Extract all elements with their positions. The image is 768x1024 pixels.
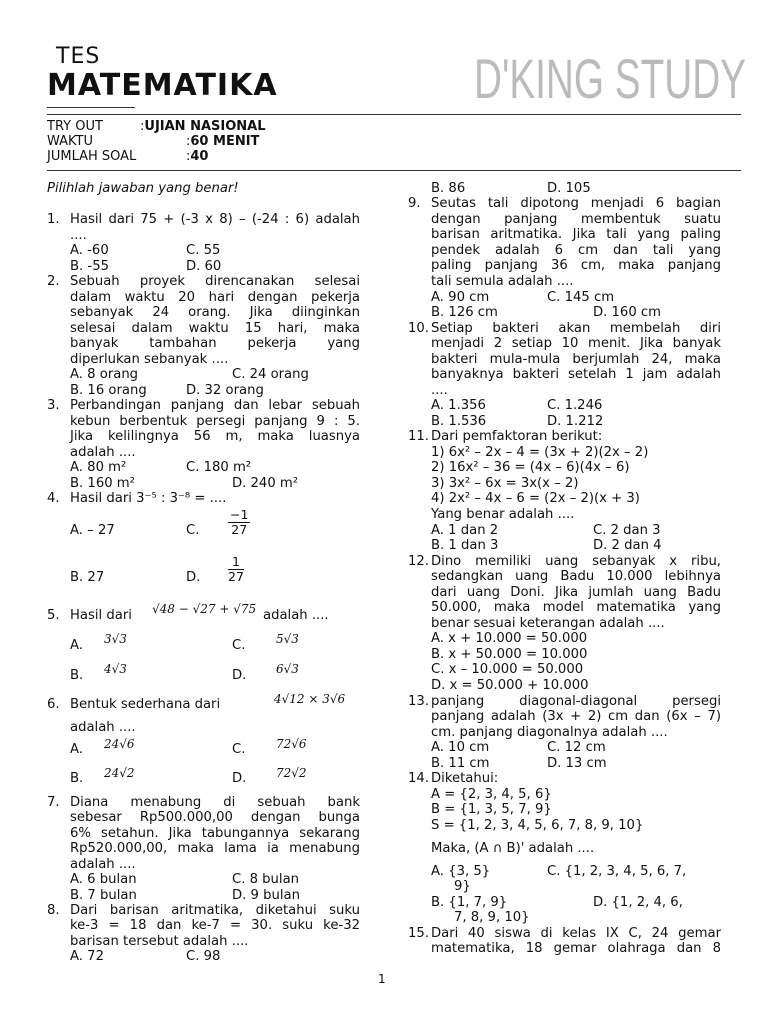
option-c: C. 24 orang <box>232 367 309 382</box>
question-number: 14. <box>408 771 429 786</box>
option-c: C. {1, 2, 3, 4, 5, 6, 7, <box>547 864 687 879</box>
option-a: A. <box>70 638 83 653</box>
question-text: 4) 2x² – 4x – 6 = (2x – 2)(x + 3) <box>431 491 640 506</box>
option-b: B. 7 bulan <box>70 888 137 903</box>
question-number: 2. <box>47 274 60 289</box>
question-text: menjadi 2 setiap 10 menit. Jika banyak <box>431 336 721 351</box>
option-d: D. 105 <box>547 181 591 196</box>
svg-text:D'KING STUDY: D'KING STUDY <box>474 47 746 110</box>
question-text: sedangkan uang Badu 10.000 lebihnya <box>431 569 721 584</box>
option-b: B. -55 <box>70 259 109 274</box>
math-expression: 24√2 <box>104 766 135 780</box>
option-b: B. 126 cm <box>431 305 498 320</box>
question-number: 13. <box>408 694 429 709</box>
option-a: A. x + 10.000 = 50.000 <box>431 631 588 646</box>
option-d: D. 2 dan 4 <box>593 538 662 553</box>
question-text: 1) 6x² – 2x – 4 = (3x + 2)(2x – 2) <box>431 445 649 460</box>
question-text: Setiap bakteri akan membelah diri <box>431 321 721 336</box>
option-a: A. 72 <box>70 949 104 964</box>
meta-sep: : <box>140 119 145 134</box>
question-number: 5. <box>47 608 60 623</box>
question-number: 12. <box>408 554 429 569</box>
option-d: D. 13 cm <box>547 756 607 771</box>
math-expression: 72√6 <box>276 737 307 751</box>
question-text: Dari pemfaktoran berikut: <box>431 429 603 444</box>
option-c: C. 8 bulan <box>232 872 300 887</box>
option-a: A. 10 cm <box>431 740 490 755</box>
question-text: matematika, 18 gemar olahraga dan 8 <box>431 941 721 956</box>
numerator: 1 <box>228 555 244 570</box>
option-a: A. <box>70 742 83 757</box>
question-text: panjang diagonal-diagonal persegi <box>431 694 721 709</box>
option-d: D. 240 m² <box>232 476 299 491</box>
question-text: bakteri mula-mula berjumlah 24, maka <box>431 352 721 367</box>
denominator: 27 <box>231 522 248 537</box>
option-d: D. x = 50.000 + 10.000 <box>431 678 589 693</box>
option-b: B. <box>70 668 84 683</box>
question-text: sebesar Rp500.000,00 dengan bunga <box>70 810 360 825</box>
question-text: Hasil dari 3⁻⁵ : 3⁻⁸ = .... <box>70 491 227 506</box>
question-number: 3. <box>47 398 60 413</box>
question-text: Dari barisan aritmatika, diketahui suku <box>70 903 360 918</box>
option-a: A. 1.356 <box>431 398 486 413</box>
option-c: C. 2 dan 3 <box>593 523 661 538</box>
question-number: 11. <box>408 429 429 444</box>
question-text: banyaknya bakteri setelah 1 jam adalah <box>431 367 721 382</box>
denominator: 27 <box>228 569 244 584</box>
option-a: A. 8 orang <box>70 367 139 382</box>
question-text: .... <box>70 228 87 243</box>
option-a: A. 80 m² <box>70 460 127 475</box>
math-expression: 4√3 <box>104 662 127 676</box>
math-expression: 4√12 × 3√6 <box>274 692 346 706</box>
question-text: Yang benar adalah .... <box>431 507 575 522</box>
numerator: −1 <box>230 507 249 522</box>
meta-label: TRY OUT <box>47 119 103 134</box>
option-b: B. 27 <box>70 570 105 585</box>
question-text: Bentuk sederhana dari <box>70 697 221 712</box>
option-d: D. 32 orang <box>186 383 264 398</box>
question-text: banyak tambahan pekerja yang <box>70 336 360 351</box>
question-text: kebun berbentuk persegi panjang 9 : 5. <box>70 414 360 429</box>
meta-sep: : <box>186 134 191 149</box>
question-text: dari uang Doni. Jika jumlah uang Badu <box>431 585 721 600</box>
option-d: D. {1, 2, 4, 6, <box>593 895 683 910</box>
meta-value: 60 MENIT <box>190 134 260 149</box>
option-c: C. <box>232 638 246 653</box>
option-c: C. 1.246 <box>547 398 603 413</box>
option-b: B. {1, 7, 9} <box>431 895 508 910</box>
question-number: 6. <box>47 697 60 712</box>
option-b: B. 1 dan 3 <box>431 538 499 553</box>
option-d: D. <box>232 668 247 683</box>
question-text: barisan aritmatika. Jika tali yang paling <box>431 227 721 242</box>
question-text: adalah .... <box>263 608 329 623</box>
question-text: ke-3 = 18 dan ke-7 = 30. suku ke-32 <box>70 918 360 933</box>
question-number: 8. <box>47 903 60 918</box>
option-b: B. 86 <box>431 181 466 196</box>
question-number: 9. <box>408 196 421 211</box>
question-text: barisan tersebut adalah .... <box>70 934 249 949</box>
question-text: paling panjang 36 cm, maka panjang <box>431 258 721 273</box>
meta-label: JUMLAH SOAL <box>47 149 137 164</box>
question-number: 15. <box>408 926 429 941</box>
math-expression: √48 − √27 + √75 <box>152 602 257 616</box>
option-c: C. 180 m² <box>186 460 252 475</box>
question-text: Rp520.000,00, maka lama ia menabung <box>70 841 360 856</box>
meta-value: UJIAN NASIONAL <box>144 119 266 134</box>
question-number: 7. <box>47 795 60 810</box>
question-number: 1. <box>47 212 60 227</box>
question-text: Jika kelilingnya 56 m, maka luasnya <box>70 429 360 444</box>
instruction: Pilihlah jawaban yang benar! <box>47 181 239 196</box>
question-text: diperlukan sebanyak .... <box>70 352 229 367</box>
option-b: B. 160 m² <box>70 476 135 491</box>
option-d-continued: 7, 8, 9, 10} <box>454 910 530 925</box>
question-text: .... <box>431 383 448 398</box>
question-text: Hasil dari <box>70 608 132 623</box>
question-text: adalah .... <box>70 720 136 735</box>
question-text: Perbandingan panjang dan lebar sebuah <box>70 398 360 413</box>
option-c: C. <box>232 742 246 757</box>
question-text: Hasil dari 75 + (-3 x 8) – (-24 : 6) adalah <box>70 212 360 227</box>
option-b: B. <box>70 771 84 786</box>
option-c: C. 12 cm <box>547 740 606 755</box>
brand-logo <box>470 40 750 110</box>
math-expression: 5√3 <box>276 632 299 646</box>
option-a: A. -60 <box>70 243 109 258</box>
question-text: cm. panjang diagonalnya adalah .... <box>431 725 668 740</box>
option-d: D. 9 bulan <box>232 888 300 903</box>
math-expression: 72√2 <box>276 766 307 780</box>
question-text: Diana menabung di sebuah bank <box>70 795 360 810</box>
question-text: adalah .... <box>70 857 136 872</box>
option-a: A. {3, 5} <box>431 864 491 879</box>
question-text: B = {1, 3, 5, 7, 9} <box>431 802 552 817</box>
question-number: 4. <box>47 491 60 506</box>
question-text: Dino memiliki uang sebanyak x ribu, <box>431 554 721 569</box>
option-d: D. <box>186 570 201 585</box>
option-c: C. 55 <box>186 243 221 258</box>
question-text: 3) 3x² – 6x = 3x(x – 2) <box>431 476 579 491</box>
option-c: C. <box>186 523 200 538</box>
question-text: Dari 40 siswa di kelas IX C, 24 gemar <box>431 926 721 941</box>
option-d: D. 160 cm <box>593 305 661 320</box>
meta-label: WAKTU <box>47 134 94 149</box>
page-title: MATEMATIKA <box>47 68 278 103</box>
question-text: 50.000, maka model matematika yang <box>431 600 721 615</box>
option-c: C. 98 <box>186 949 221 964</box>
option-c-continued: 9} <box>454 879 471 894</box>
question-text: S = {1, 2, 3, 4, 5, 6, 7, 8, 9, 10} <box>431 818 644 833</box>
option-b: B. x + 50.000 = 10.000 <box>431 647 588 662</box>
question-text: dalam waktu 20 hari dengan pekerja <box>70 290 360 305</box>
meta-block <box>47 119 266 164</box>
math-expression: 6√3 <box>276 662 299 676</box>
question-text: adalah .... <box>70 445 136 460</box>
title-small: TES <box>56 44 101 69</box>
question-number: 10. <box>408 321 429 336</box>
option-b: B. 16 orang <box>70 383 147 398</box>
question-text: Maka, (A ∩ B)' adalah .... <box>431 841 595 856</box>
question-text: 6% setahun. Jika tabungannya sekarang <box>70 826 360 841</box>
option-a: A. – 27 <box>70 523 115 538</box>
fraction <box>228 508 250 537</box>
option-a: A. 6 bulan <box>70 872 137 887</box>
question-text: dengan panjang membentuk suatu <box>431 212 721 227</box>
math-expression: 24√6 <box>104 737 135 751</box>
option-b: B. 11 cm <box>431 756 490 771</box>
option-d: D. <box>232 771 247 786</box>
question-text: panjang adalah (3x + 2) cm dan (6x – 7) <box>431 709 721 724</box>
option-d: D. 60 <box>186 259 222 274</box>
question-text: Diketahui: <box>431 771 499 786</box>
question-text: benar sesuai keterangan adalah .... <box>431 616 665 631</box>
question-text: A = {2, 3, 4, 5, 6} <box>431 787 552 802</box>
question-text: 2) 16x² – 36 = (4x – 6)(4x – 6) <box>431 460 630 475</box>
option-a: A. 1 dan 2 <box>431 523 499 538</box>
option-c: C. 145 cm <box>547 290 615 305</box>
meta-value: 40 <box>190 149 209 164</box>
page-number: 1 <box>378 972 386 986</box>
question-text: sebanyak 24 orang. Jika diinginkan <box>70 305 360 320</box>
question-text: selesai dalam waktu 15 hari, maka <box>70 321 360 336</box>
math-expression: 3√3 <box>104 632 127 646</box>
meta-sep: : <box>186 149 191 164</box>
question-text: Seutas tali dipotong menjadi 6 bagian <box>431 196 721 211</box>
option-c: C. x – 10.000 = 50.000 <box>431 662 584 677</box>
fraction <box>228 555 244 584</box>
option-a: A. 90 cm <box>431 290 490 305</box>
option-b: B. 1.536 <box>431 414 487 429</box>
question-text: tali semula adalah .... <box>431 274 574 289</box>
question-text: Sebuah proyek direncanakan selesai <box>70 274 360 289</box>
option-d: D. 1.212 <box>547 414 604 429</box>
question-text: pendek adalah 6 cm dan tali yang <box>431 243 721 258</box>
